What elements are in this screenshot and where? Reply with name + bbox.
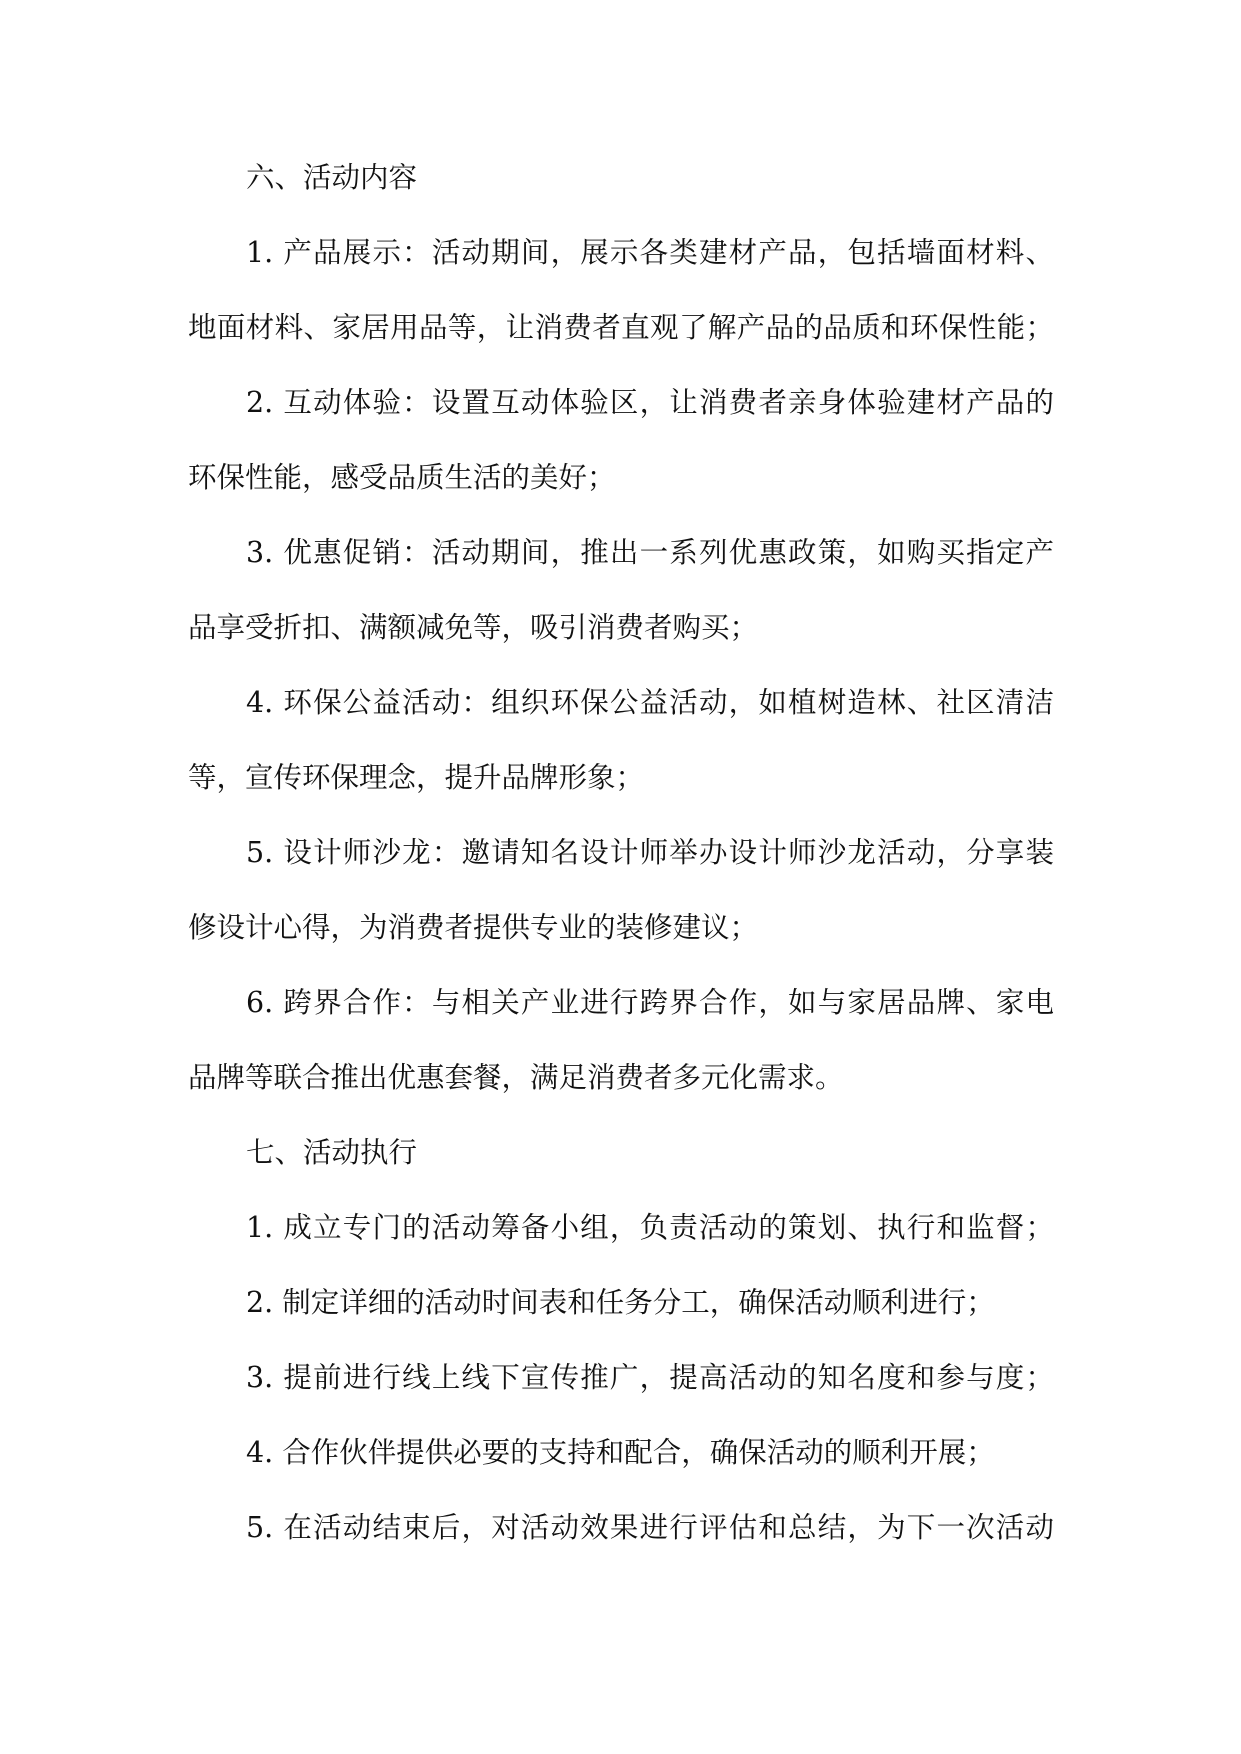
paragraph-line: 2. 互动体验：设置互动体验区，让消费者亲身体验建材产品的 <box>246 386 1054 419</box>
paragraph-line: 3. 优惠促销：活动期间，推出一系列优惠政策，如购买指定产 <box>246 536 1054 569</box>
paragraph-line: 修设计心得，为消费者提供专业的装修建议； <box>188 911 759 944</box>
section-heading-activity-content: 六、活动内容 <box>246 161 418 194</box>
paragraph-line: 4. 环保公益活动：组织环保公益活动，如植树造林、社区清洁 <box>246 686 1054 719</box>
paragraph-line: 品牌等联合推出优惠套餐，满足消费者多元化需求。 <box>188 1061 844 1094</box>
paragraph-line: 5. 在活动结束后，对活动效果进行评估和总结，为下一次活动 <box>246 1511 1054 1544</box>
document-body <box>188 140 1054 1565</box>
paragraph-line: 环保性能，感受品质生活的美好； <box>188 461 616 494</box>
paragraph-line: 5. 设计师沙龙：邀请知名设计师举办设计师沙龙活动，分享装 <box>246 836 1054 869</box>
paragraph-line: 品享受折扣、满额减免等，吸引消费者购买； <box>188 611 759 644</box>
paragraph-line: 1. 成立专门的活动筹备小组，负责活动的策划、执行和监督； <box>246 1211 1054 1244</box>
paragraph-line: 等，宣传环保理念，提升品牌形象； <box>188 761 645 794</box>
paragraph-line: 3. 提前进行线上线下宣传推广，提高活动的知名度和参与度； <box>246 1361 1054 1394</box>
paragraph-line: 4. 合作伙伴提供必要的支持和配合，确保活动的顺利开展； <box>246 1436 995 1469</box>
paragraph-line: 2. 制定详细的活动时间表和任务分工，确保活动顺利进行； <box>246 1286 995 1319</box>
section-heading-activity-execution: 七、活动执行 <box>246 1136 418 1169</box>
paragraph-line: 地面材料、家居用品等，让消费者直观了解产品的品质和环保性能； <box>188 311 1054 344</box>
paragraph-line: 1. 产品展示：活动期间，展示各类建材产品，包括墙面材料、 <box>246 236 1054 269</box>
paragraph-line: 6. 跨界合作：与相关产业进行跨界合作，如与家居品牌、家电 <box>246 986 1054 1019</box>
